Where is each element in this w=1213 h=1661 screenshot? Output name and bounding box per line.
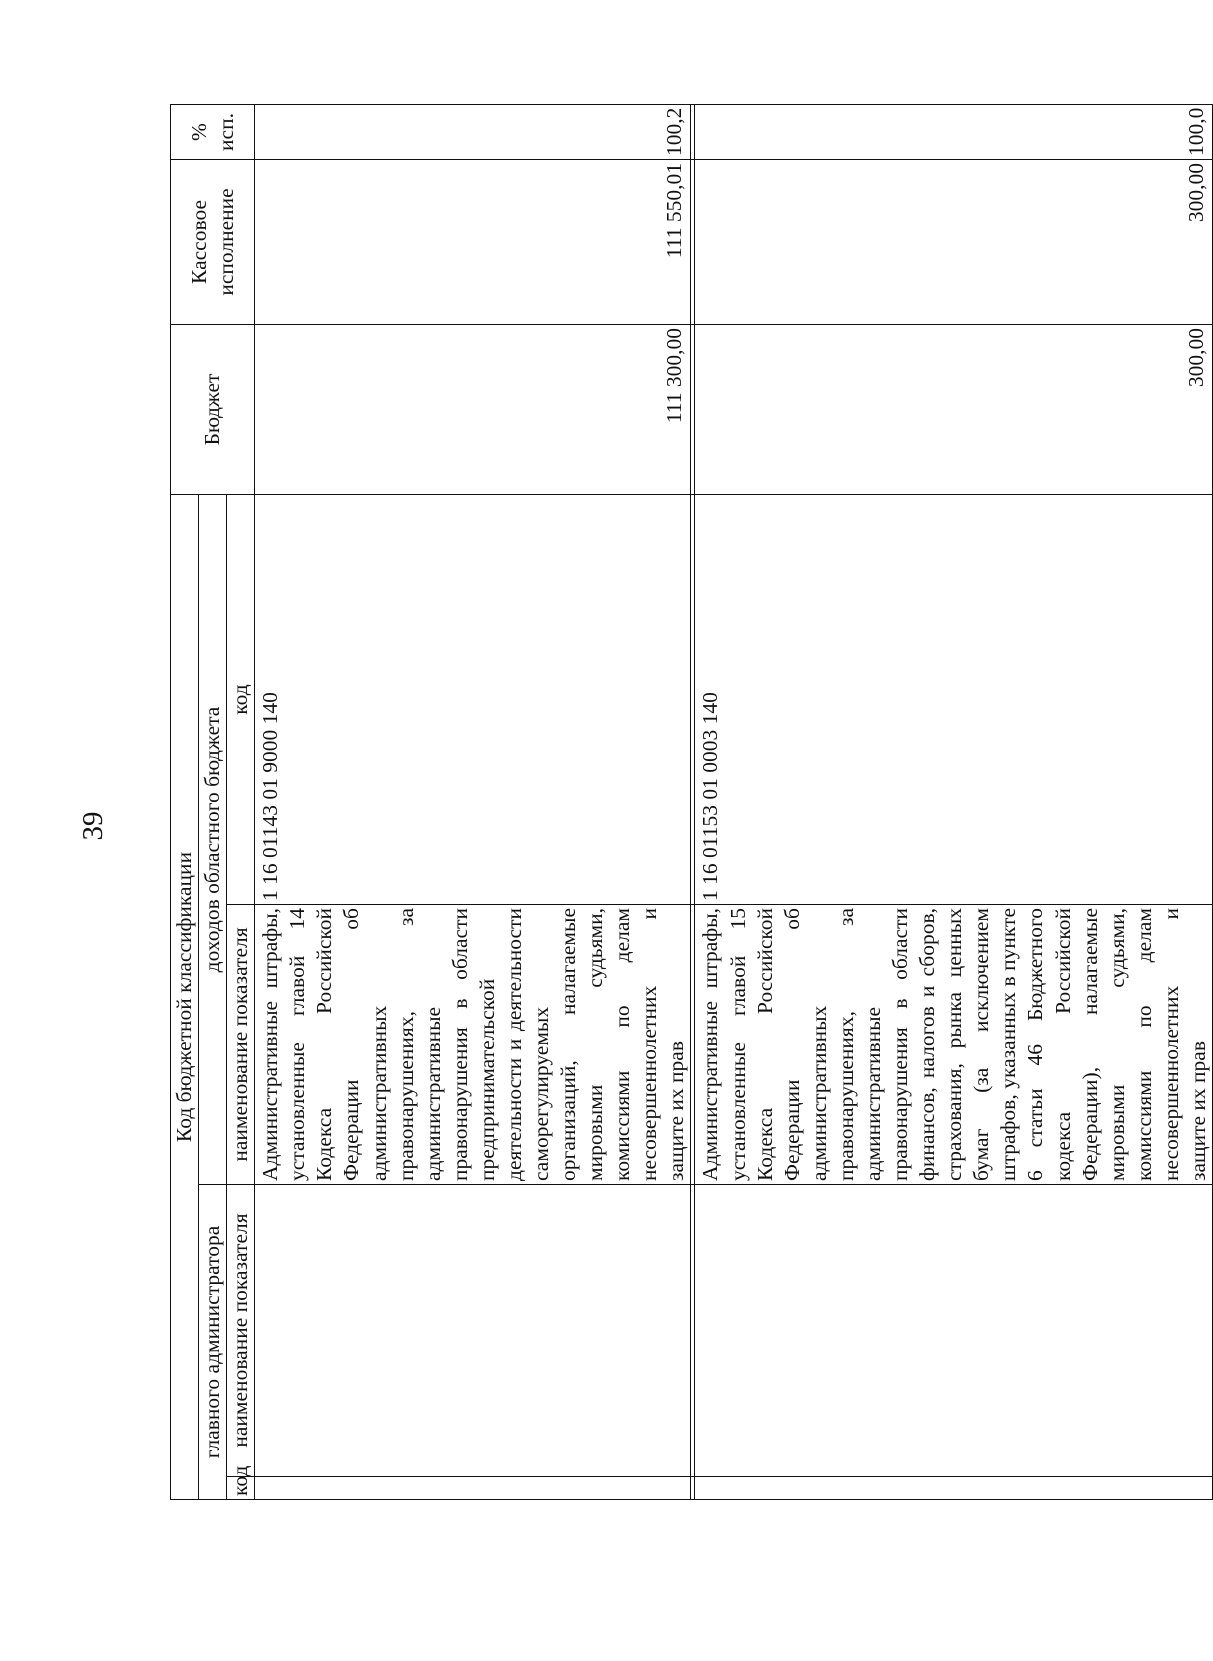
header-classification-code: Код бюджетной классификации xyxy=(171,494,199,1499)
page-number: 39 xyxy=(76,811,109,841)
budget-cell: 300,00 xyxy=(695,324,1212,494)
cash-execution-cell: 300,00 xyxy=(695,159,1212,324)
admin-name-cell xyxy=(255,1185,691,1477)
percent-cell: 100,0 xyxy=(695,104,1212,159)
header-main-administrator: главного администратора xyxy=(199,1185,227,1500)
indicator-name-cell: Административные штрафы, установленные главой 15 Кодекса Российской Федерации об административных правонарушениях, за административные правонарушения в области финансов, налогов и сборов, страхования, рынка ценных бумаг (за исключением штрафов, указанных в пункте 6 статьи 46 Бюджетного кодекса Российской Федерации), налагаемые мировыми судьями, комиссиями по делам несовершеннолетних и защите их прав xyxy=(695,905,1212,1185)
cash-execution-cell: 111 550,01 xyxy=(255,159,691,324)
table-header xyxy=(171,104,255,1499)
percent-cell: 100,2 xyxy=(255,104,691,159)
header-percent: % исп. xyxy=(171,104,255,159)
header-admin-code: код xyxy=(227,1477,255,1500)
admin-code-cell xyxy=(255,1477,691,1500)
header-cash-execution: Кассовое исполнение xyxy=(171,159,255,324)
revenue-code-cell: 1 16 01153 01 0003 140 xyxy=(695,494,1212,904)
header-admin-name: наименование показателя xyxy=(227,1185,255,1477)
header-revenue-name: наименование показателя xyxy=(227,905,255,1185)
table-row xyxy=(695,104,1212,1499)
header-regional-budget-revenue: доходов областного бюджета xyxy=(199,494,227,1184)
header-budget: Бюджет xyxy=(171,324,255,494)
indicator-name-cell: Административные штрафы, установленные главой 14 Кодекса Российской Федерации об административных правонарушениях, за административные правонарушения в области предпринимательской деятельности и деятельности саморегулируемых организаций, налагаемые мировыми судьями, комиссиями по делам несовершеннолетних и защите их прав xyxy=(255,905,691,1185)
revenue-code-cell: 1 16 01143 01 9000 140 xyxy=(255,494,691,904)
admin-code-cell xyxy=(695,1477,1212,1500)
budget-cell: 111 300,00 xyxy=(255,324,691,494)
header-revenue-code: код xyxy=(227,494,255,904)
budget-table xyxy=(170,104,1213,1500)
table-row xyxy=(255,104,691,1499)
admin-name-cell xyxy=(695,1185,1212,1477)
